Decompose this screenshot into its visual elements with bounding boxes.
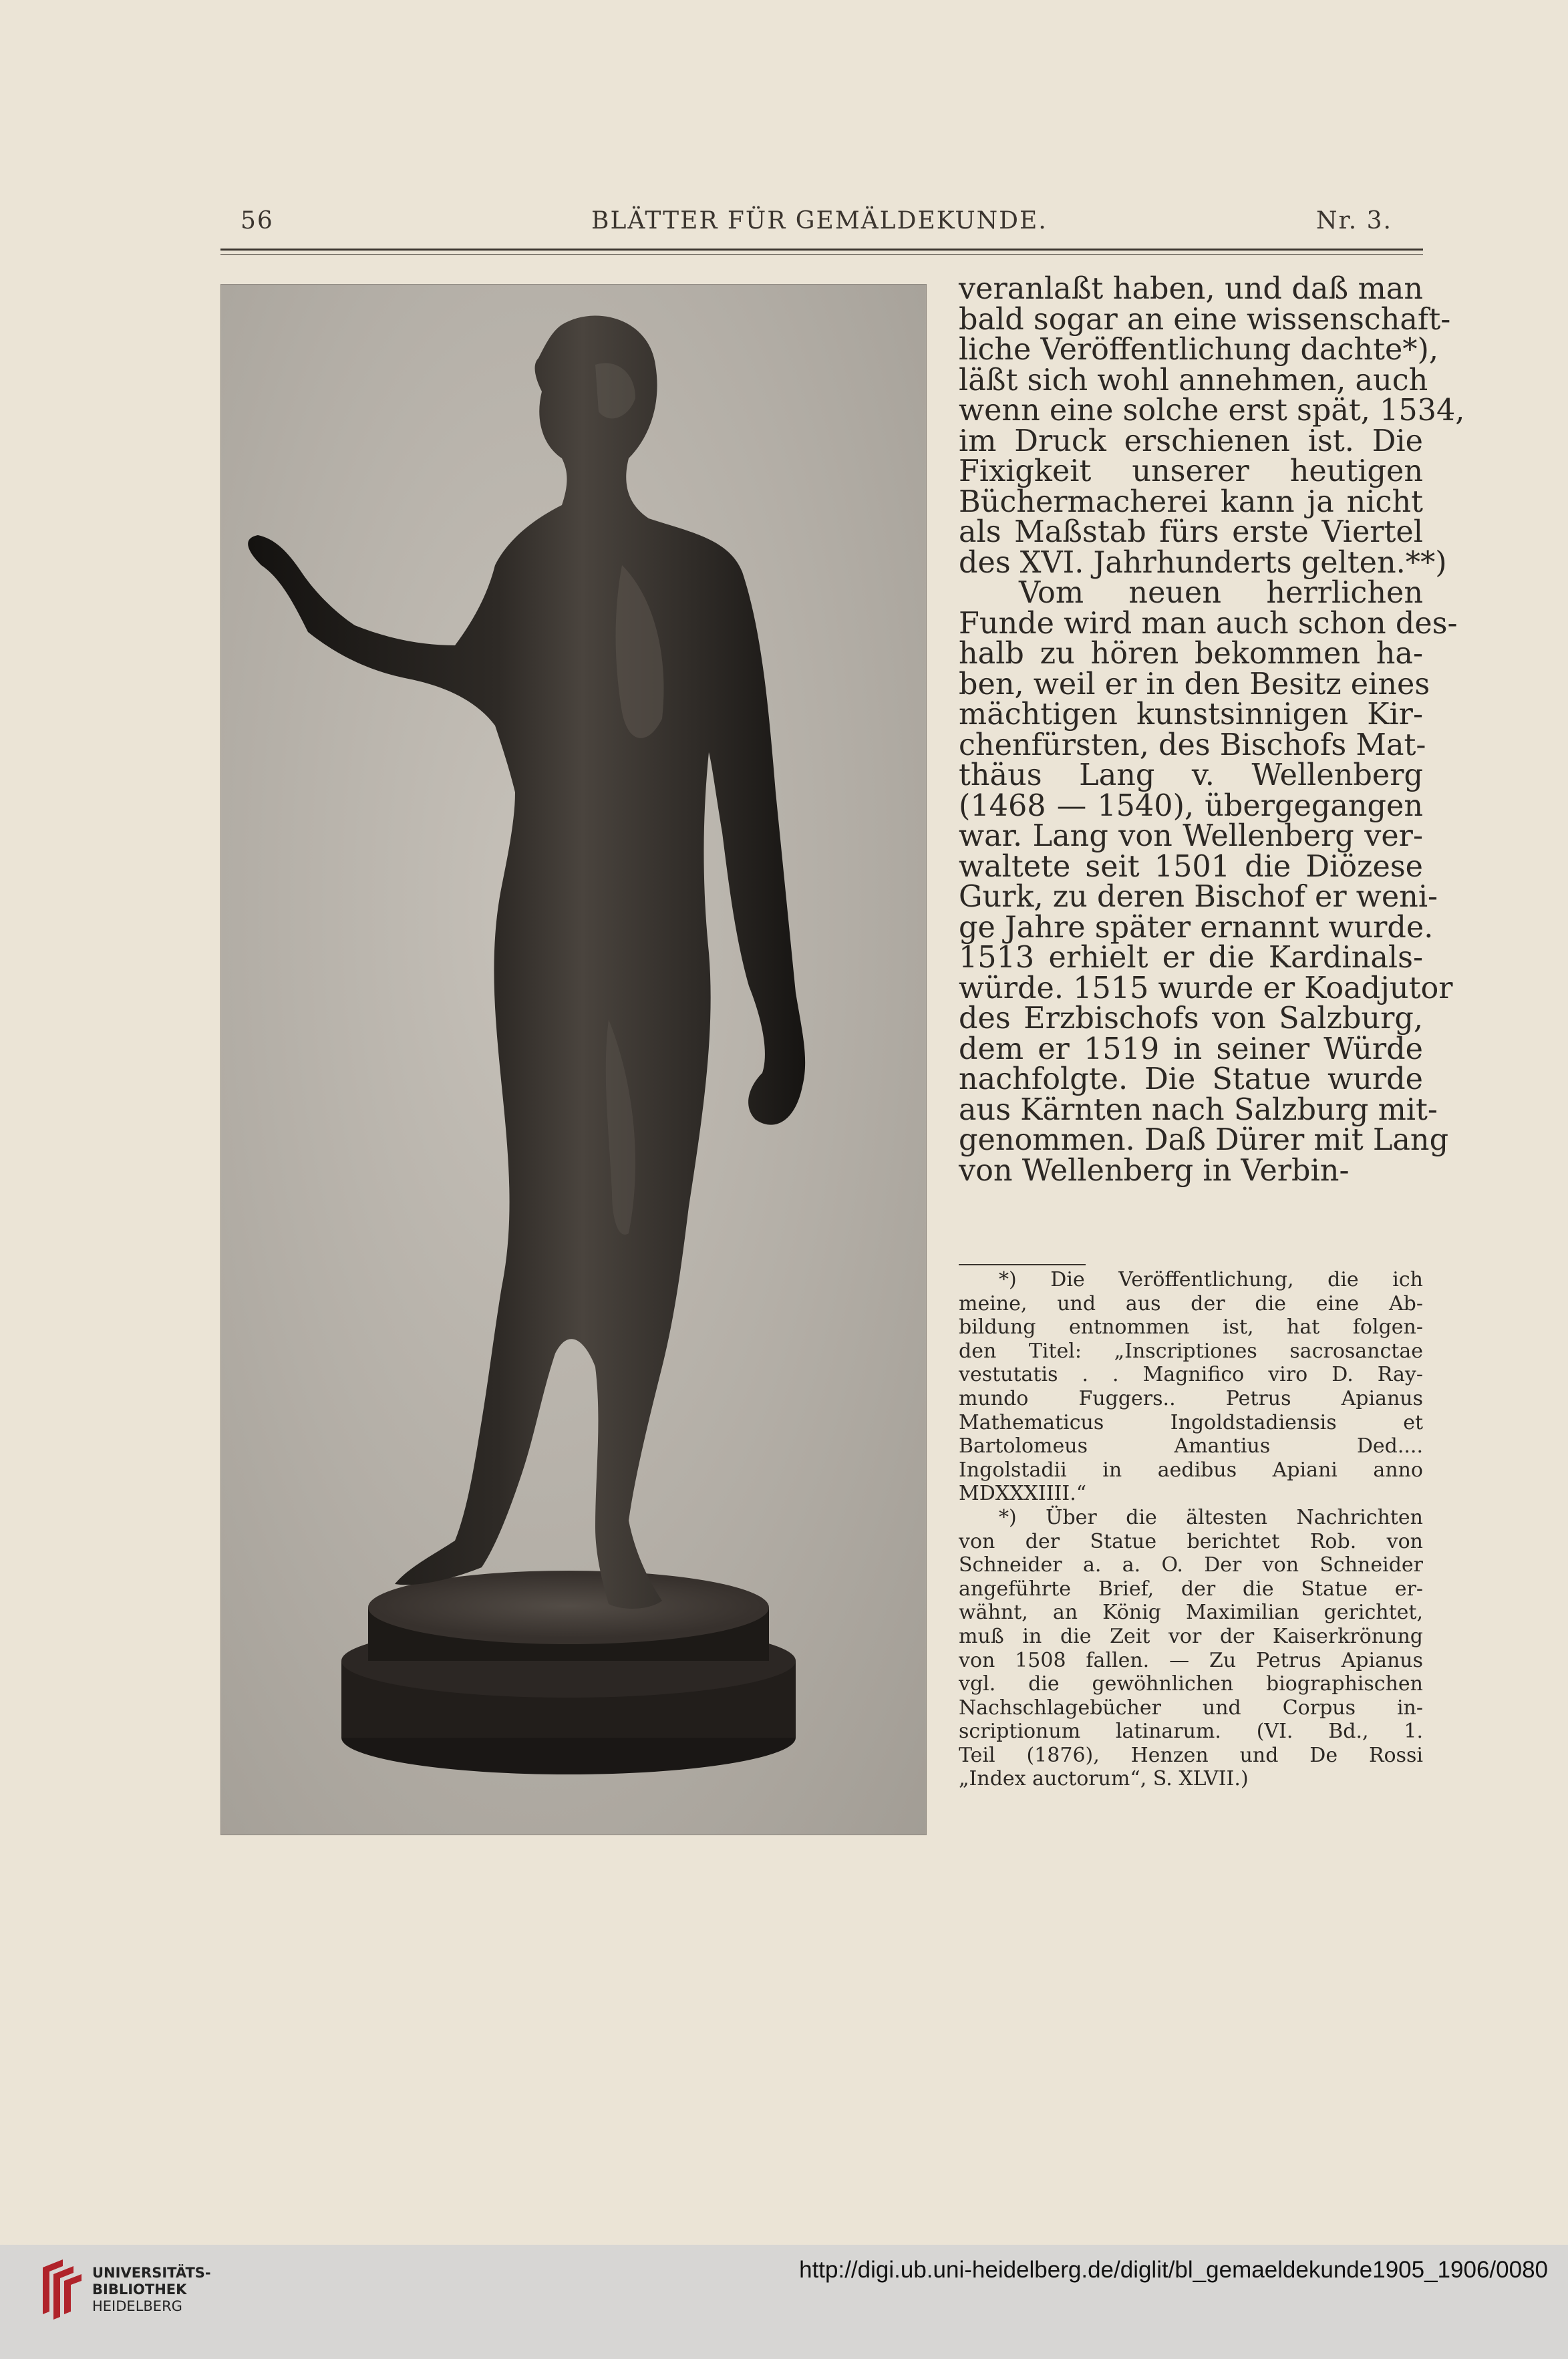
library-name-line-2: BIBLIOTHEK <box>92 2282 187 2298</box>
header-rule-thin <box>220 254 1423 255</box>
footnote-line: vgl. die gewöhnlichen biographischen <box>959 1672 1423 1696</box>
footnote-line: Schneider a. a. O. Der von Schneider <box>959 1553 1423 1577</box>
footnote-line: mundo Fuggers.. Petrus Apianus <box>959 1386 1423 1410</box>
body-text-line: liche Veröffentlichung dachte*), <box>959 333 1439 367</box>
footnote-line: „Index auctorum“, S. XLVII.) <box>959 1767 1249 1791</box>
library-name <box>92 2265 211 2315</box>
body-text-line: mächtigen kunstsinnigen Kir- <box>959 697 1423 732</box>
body-text-line: (1468 — 1540), übergegangen <box>959 788 1423 823</box>
body-text-line: halb zu hören bekommen ha- <box>959 637 1423 671</box>
footnote-line: von der Statue berichtet Rob. von <box>959 1529 1423 1553</box>
issue-number: Nr. 3. <box>1316 207 1392 234</box>
footnote-line: Teil (1876), Henzen und De Rossi <box>959 1743 1423 1767</box>
body-text-line: wenn eine solche erst spät, 1534, <box>959 394 1465 428</box>
footnote-line: muß in die Zeit vor der Kaiserkrönung <box>959 1624 1423 1648</box>
body-text-line: läßt sich wohl annehmen, auch <box>959 363 1428 398</box>
body-text-line: als Maßstab fürs erste Viertel <box>959 515 1423 549</box>
body-text-line: war. Lang von Wellenberg ver- <box>959 819 1423 853</box>
body-text-line: waltete seit 1501 die Diözese <box>959 849 1423 884</box>
footnote-line: bildung entnommen ist, hat folgen- <box>959 1315 1423 1340</box>
body-text-line: 1513 erhielt er die Kardinals- <box>959 941 1423 975</box>
body-text-line: bald sogar an eine wissenschaft- <box>959 302 1451 337</box>
footnote-line: *) Über die ältesten Nachrichten <box>999 1505 1423 1529</box>
body-text-column <box>959 272 1465 1188</box>
body-text-line: genommen. Daß Dürer mit Lang <box>959 1123 1449 1157</box>
library-name-line-1: UNIVERSITÄTS- <box>92 2265 211 2281</box>
footnote-line: angeführte Brief, der die Statue er- <box>959 1577 1423 1601</box>
footnote-line: Nachschlagebücher und Corpus in- <box>959 1696 1423 1720</box>
permalink-url[interactable]: http://digi.ub.uni-heidelberg.de/diglit/bl_gemaeldekunde1905_1906/0080 <box>799 2257 1548 2283</box>
body-text-line: im Druck erschienen ist. Die <box>959 424 1423 458</box>
body-text-line: Funde wird man auch schon des- <box>959 606 1458 641</box>
body-text-line: aus Kärnten nach Salzburg mit- <box>959 1092 1438 1127</box>
statue-photograph <box>220 284 927 1835</box>
body-text-line: chenfürsten, des Bischofs Mat- <box>959 728 1426 762</box>
footnote-line: Mathematicus Ingoldstadiensis et <box>959 1410 1423 1434</box>
library-name-line-3: HEIDELBERG <box>92 2298 182 2314</box>
footnote-line: Ingolstadii in aedibus Apiani anno <box>959 1458 1423 1482</box>
bronze-statue-figure <box>221 285 926 1835</box>
running-title: BLÄTTER FÜR GEMÄLDEKUNDE. <box>591 207 1048 234</box>
footnote-line: Bartolomeus Amantius Ded.... <box>959 1434 1423 1458</box>
footnote-line: den Titel: „Inscriptiones sacrosanctae <box>959 1339 1423 1363</box>
footnote-line: von 1508 fallen. — Zu Petrus Apianus <box>959 1648 1423 1672</box>
footnote-line: *) Die Veröffentlichung, die ich <box>999 1268 1423 1291</box>
footnotes <box>959 1268 1423 1791</box>
body-text-line: ben, weil er in den Besitz eines <box>959 667 1430 701</box>
university-library-logo-icon <box>39 2258 86 2320</box>
body-text-line: Gurk, zu deren Bischof er weni- <box>959 880 1438 914</box>
body-text-line: Büchermacherei kann ja nicht <box>959 484 1423 519</box>
body-text-line: nachfolgte. Die Statue wurde <box>959 1062 1423 1096</box>
page-number: 56 <box>241 207 274 234</box>
footnote-rule <box>959 1264 1086 1265</box>
body-text-line: dem er 1519 in seiner Würde <box>959 1032 1423 1066</box>
body-text-line: Vom neuen herrlichen <box>1019 576 1423 610</box>
body-text-line: würde. 1515 wurde er Koadjutor <box>959 971 1453 1005</box>
footnote-line: wähnt, an König Maximilian gerichtet, <box>959 1601 1423 1625</box>
body-text-line: ge Jahre später ernannt wurde. <box>959 910 1434 945</box>
footnote-line: vestutatis . . Magnifico viro D. Ray- <box>959 1363 1423 1387</box>
body-text-line: Fixigkeit unserer heutigen <box>959 454 1423 488</box>
header-rule-thick <box>220 249 1423 251</box>
footnote-line: MDXXXIIII.“ <box>959 1482 1087 1506</box>
body-text-line: veranlaßt haben, und daß man <box>959 272 1423 306</box>
body-text-line: des XVI. Jahrhunderts gelten.**) <box>959 545 1447 580</box>
body-text-line: von Wellenberg in Verbin- <box>959 1153 1350 1188</box>
footnote-line: scriptionum latinarum. (VI. Bd., 1. <box>959 1720 1423 1744</box>
body-text-line: thäus Lang v. Wellenberg <box>959 758 1423 792</box>
body-text-line: des Erzbischofs von Salzburg, <box>959 1001 1423 1036</box>
footnote-line: meine, und aus der die eine Ab- <box>959 1291 1423 1315</box>
